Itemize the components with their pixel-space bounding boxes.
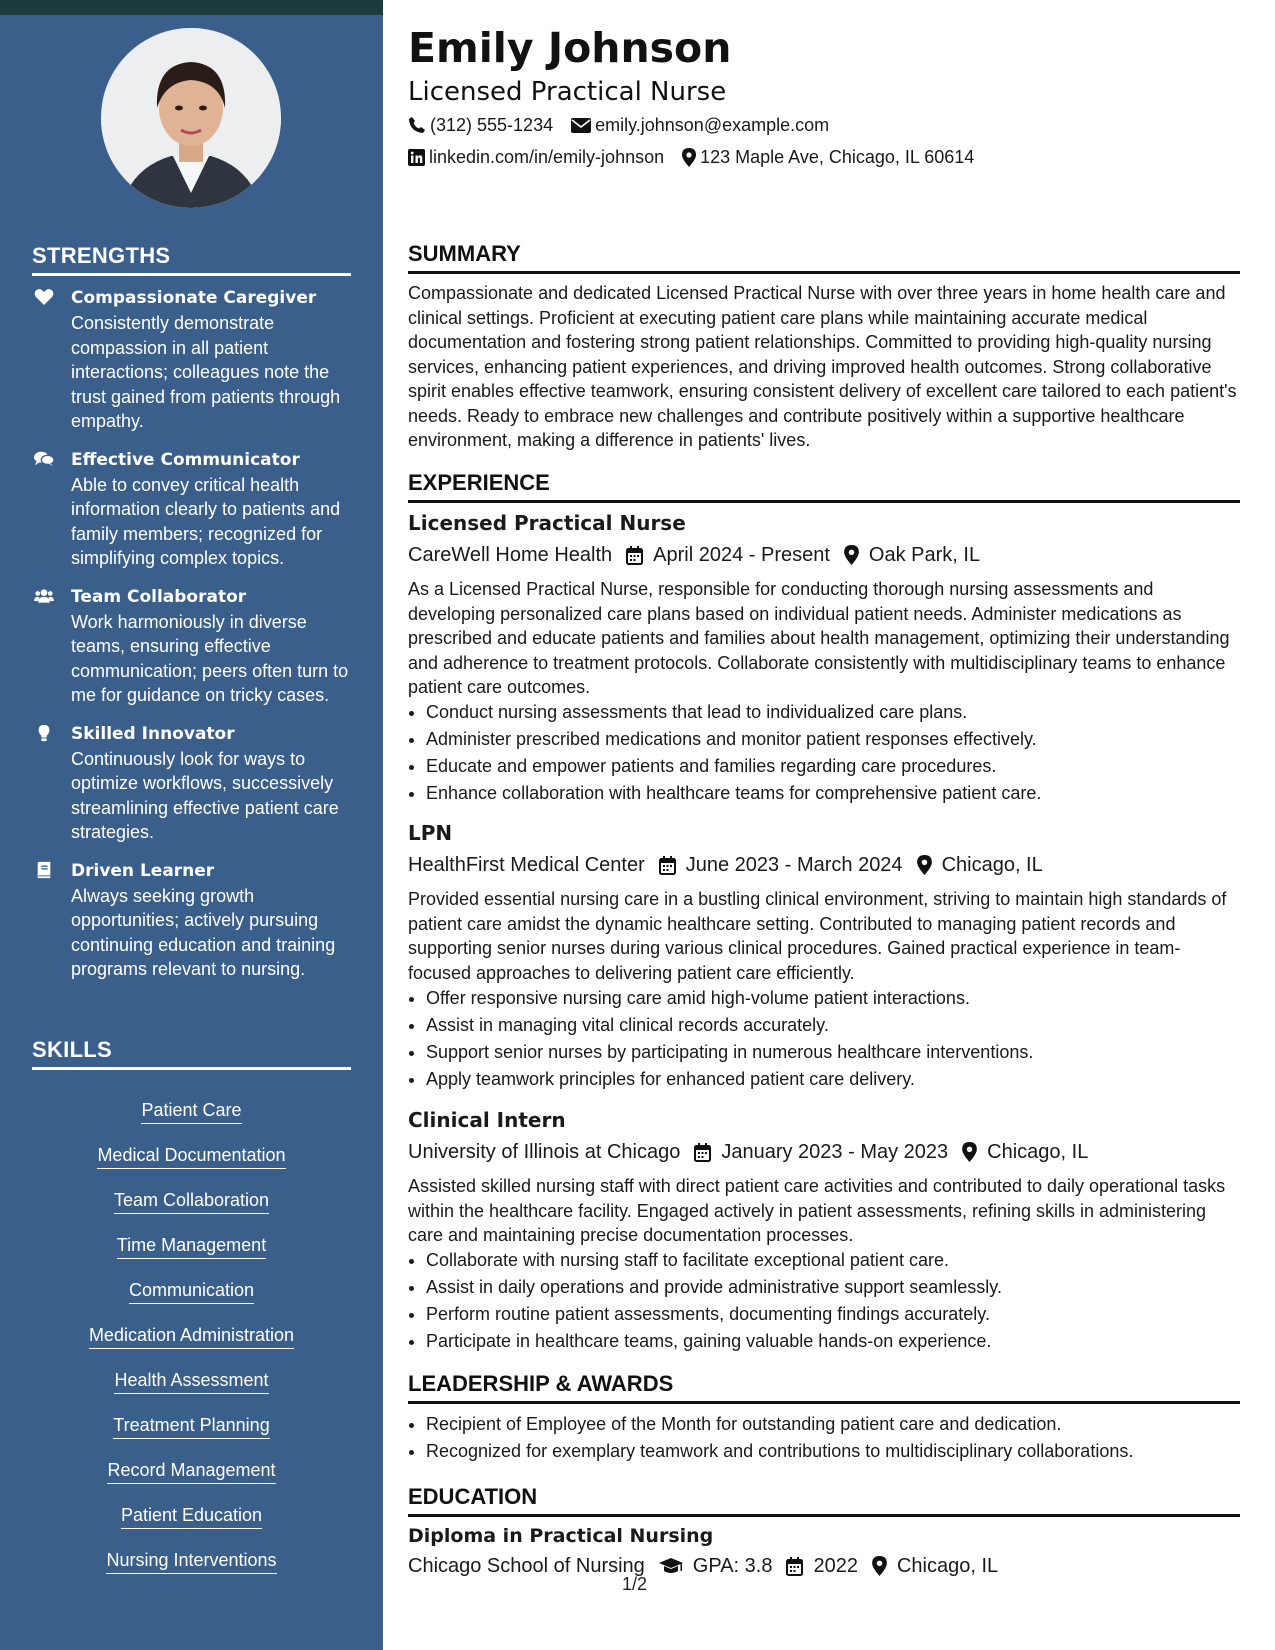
education-gpa: GPA: 3.8 [659, 1552, 773, 1580]
strength-item [32, 859, 352, 982]
skill-item: Team Collaboration [32, 1188, 351, 1233]
calendar-icon [659, 856, 676, 875]
job-meta [408, 851, 1057, 879]
map-marker-icon [917, 855, 932, 875]
list-item: • Participate in healthcare teams, gaining valuable hands-on experience. [426, 1328, 1240, 1355]
job-description: Assisted skilled nursing staff with direct patient care activities and contributed to daily operational tasks within the healthcare facility. Engaged actively in patient assessments, refining skills in administering care and maintaining precise documentation processes. [408, 1176, 1226, 1245]
strength-title: Skilled Innovator [71, 723, 235, 744]
job-location: Oak Park, IL [844, 541, 980, 569]
job-dates: April 2024 - Present [626, 541, 830, 569]
skills-list [32, 1098, 351, 1593]
strengths-list [32, 286, 352, 996]
job-company: CareWell Home Health [408, 544, 613, 566]
job-bullets [408, 1247, 1240, 1355]
job-bullets [408, 985, 1240, 1093]
job-description: Provided essential nursing care in a bustling clinical environment, striving to maintain high standards of patient care amidst the dynamic healthcare setting. Contributed to managing patient records and supporting senior nurses during various clinical procedures. Gained practical experience in team-focused approaches to delivering patient care efficiently. [408, 889, 1227, 983]
heart-icon [34, 288, 54, 306]
map-marker-icon [682, 148, 696, 167]
list-item: • Recognized for exemplary teamwork and contributions to multidisciplinary collaborations. [426, 1438, 1240, 1465]
job-dates: June 2023 - March 2024 [659, 851, 903, 879]
strength-item [32, 286, 352, 434]
list-item: • Enhance collaboration with healthcare teams for comprehensive patient care. [426, 780, 1240, 807]
skill-item: Patient Education [32, 1503, 351, 1548]
address-contact: 123 Maple Ave, Chicago, IL 60614 [682, 145, 974, 169]
job-title: Licensed Practical Nurse [408, 511, 686, 535]
list-item: • Assist in managing vital clinical records accurately. [426, 1012, 1240, 1039]
strength-item [32, 585, 352, 708]
list-item: • Perform routine patient assessments, documenting findings accurately. [426, 1301, 1240, 1328]
skill-item: Health Assessment [32, 1368, 351, 1413]
job-title: Clinical Intern [408, 1108, 566, 1132]
list-item: • Educate and empower patients and families regarding care procedures. [426, 753, 1240, 780]
avatar [101, 28, 281, 208]
list-item: • Collaborate with nursing staff to facilitate exceptional patient care. [426, 1247, 1240, 1274]
job-meta [408, 1138, 1102, 1166]
experience-heading: EXPERIENCE [408, 469, 1240, 503]
calendar-icon [694, 1143, 711, 1162]
users-icon [34, 587, 54, 605]
skill-item: Communication [32, 1278, 351, 1323]
page-number: 1/2 [622, 1574, 648, 1594]
strengths-heading: STRENGTHS [32, 243, 351, 276]
contact-row-2 [408, 145, 992, 169]
education-heading: EDUCATION [408, 1483, 1240, 1517]
strength-description: Work harmoniously in diverse teams, ensuring effective communication; peers often turn to me for guidance on tricky cases. [71, 611, 349, 705]
skill-item: Medical Documentation [32, 1143, 351, 1188]
strength-title: Team Collaborator [71, 586, 247, 607]
summary-heading: SUMMARY [408, 240, 1240, 274]
lightbulb-icon [34, 724, 54, 742]
phone-icon [408, 116, 426, 134]
job-location: Chicago, IL [962, 1138, 1088, 1166]
strength-description: Consistently demonstrate compassion in all patient interactions; colleagues note the trust gained from patients through empathy. [71, 313, 341, 431]
strength-item [32, 722, 352, 845]
degree-title: Diploma in Practical Nursing [408, 1525, 714, 1547]
envelope-icon [571, 118, 591, 133]
strength-description: Always seeking growth opportunities; actively pursuing continuing education and training programs relevant to nursing. [71, 885, 336, 979]
map-marker-icon [962, 1142, 977, 1162]
list-item: • Offer responsive nursing care amid high-volume patient interactions. [426, 985, 1240, 1012]
skill-item: Record Management [32, 1458, 351, 1503]
school-name: Chicago School of Nursing [408, 1555, 645, 1577]
list-item: • Support senior nurses by participating in numerous healthcare interventions. [426, 1039, 1240, 1066]
leadership-bullets [408, 1411, 1240, 1465]
job-title: LPN [408, 821, 453, 845]
summary-text: Compassionate and dedicated Licensed Practical Nurse with over three years in home health care and clinical settings. Proficient at executing patient care plans while maintaining accurate medical documentation and fostering strong patient relationships. Committed to providing high-quality nursing services, enhancing patient experiences, and driving improved health outcomes. Strong collaborative spirit enables effective teamwork, ensuring consistent delivery of excellent care tailored to each patient's needs. Ready to embrace new challenges and contribute positively within a supportive healthcare environment, making a difference in patients' lives. [408, 283, 1237, 450]
comments-icon [34, 450, 54, 468]
job-meta [408, 541, 994, 569]
linkedin-contact[interactable]: linkedin.com/in/emily-johnson [408, 145, 664, 169]
strength-title: Driven Learner [71, 860, 215, 881]
skill-item: Treatment Planning [32, 1413, 351, 1458]
skill-item: Patient Care [32, 1098, 351, 1143]
education-location: Chicago, IL [872, 1552, 998, 1580]
map-marker-icon [844, 545, 859, 565]
strength-description: Able to convey critical health information clearly to patients and family members; recognized for simplifying complex topics. [71, 474, 341, 568]
skills-heading: SKILLS [32, 1037, 351, 1070]
education-year: 2022 [786, 1552, 858, 1580]
calendar-icon [786, 1557, 803, 1576]
job-description: As a Licensed Practical Nurse, responsible for conducting thorough nursing assessments and developing personalized care plans based on individual patient needs. Administer medications as prescribed and educate patients and families about health management, optimizing their understanding and adherence to treatment protocols. Collaborate consistently with multidisciplinary teams to enhance patient care outcomes. [408, 579, 1230, 697]
list-item: • Administer prescribed medications and monitor patient responses effectively. [426, 726, 1240, 753]
contact-row-1 [408, 113, 847, 137]
leadership-heading: LEADERSHIP & AWARDS [408, 1370, 1240, 1404]
skill-item: Time Management [32, 1233, 351, 1278]
strength-description: Continuously look for ways to optimize workflows, successively streamlining effective patient care strategies. [71, 748, 339, 842]
list-item: • Conduct nursing assessments that lead to individualized care plans. [426, 699, 1240, 726]
list-item: • Assist in daily operations and provide administrative support seamlessly. [426, 1274, 1240, 1301]
education-meta [408, 1552, 1012, 1580]
avatar-portrait-image [101, 28, 281, 208]
candidate-title: Licensed Practical Nurse [408, 77, 727, 107]
strength-title: Effective Communicator [71, 449, 300, 470]
map-marker-icon [872, 1556, 887, 1576]
job-dates: January 2023 - May 2023 [694, 1138, 948, 1166]
strength-title: Compassionate Caregiver [71, 288, 317, 308]
skill-item: Nursing Interventions [32, 1548, 351, 1593]
list-item: • Recipient of Employee of the Month for outstanding patient care and dedication. [426, 1411, 1240, 1438]
calendar-icon [626, 546, 643, 565]
book-icon [34, 861, 54, 879]
job-company: University of Illinois at Chicago [408, 1141, 681, 1163]
sidebar [0, 15, 383, 1650]
sidebar-top-band [0, 0, 383, 15]
email-contact[interactable]: emily.johnson@example.com [571, 113, 829, 137]
job-bullets [408, 699, 1240, 807]
strength-item [32, 448, 352, 571]
list-item: • Apply teamwork principles for enhanced patient care delivery. [426, 1066, 1240, 1093]
phone-contact[interactable]: (312) 555-1234 [408, 113, 553, 137]
skill-item: Medication Administration [32, 1323, 351, 1368]
job-location: Chicago, IL [917, 851, 1043, 879]
candidate-name: Emily Johnson [408, 24, 732, 72]
linkedin-icon [408, 149, 425, 166]
job-company: HealthFirst Medical Center [408, 854, 645, 876]
graduation-cap-icon [659, 1557, 683, 1575]
